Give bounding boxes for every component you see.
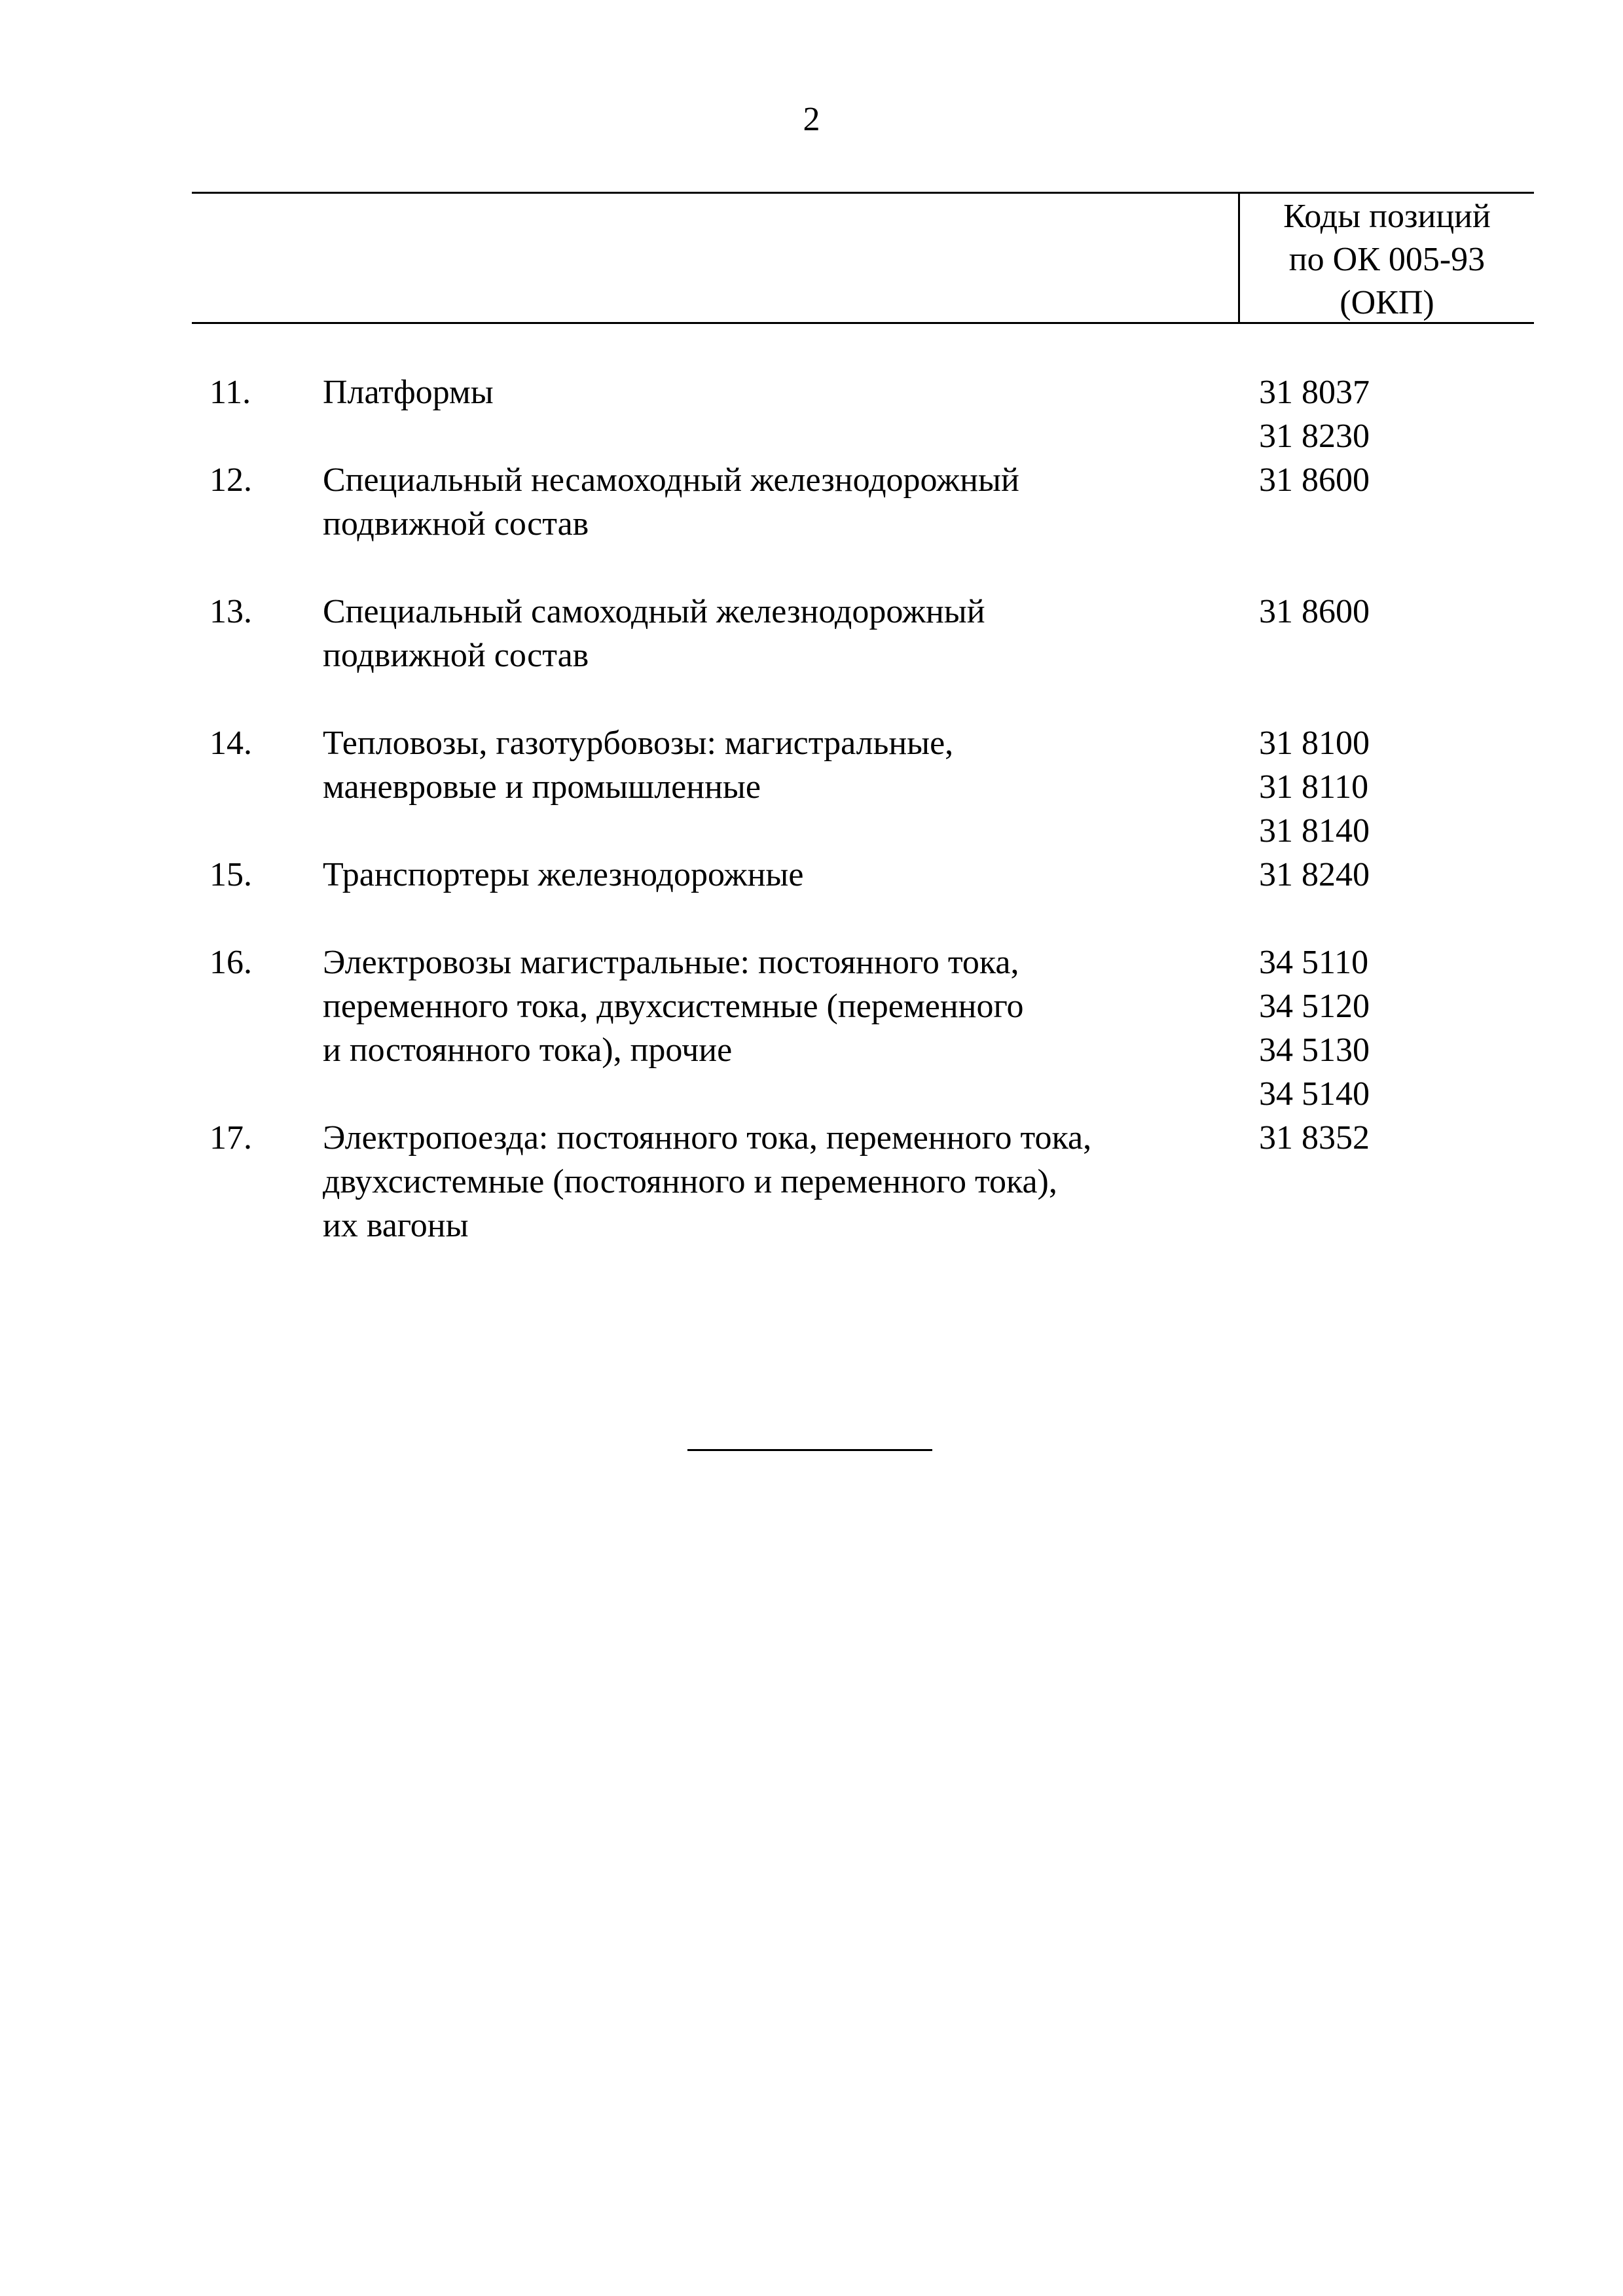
codes-header-line: Коды позиций bbox=[1283, 198, 1491, 235]
entry-title-line: Специальный самоходный железнодорожный bbox=[323, 593, 985, 630]
list-item bbox=[0, 458, 1623, 546]
entry-code: 34 5120 bbox=[1259, 988, 1370, 1025]
table-header bbox=[192, 192, 1534, 324]
entry-code: 31 8240 bbox=[1259, 856, 1370, 893]
entry-title bbox=[323, 853, 1213, 897]
entry-number: 16. bbox=[210, 944, 252, 981]
entry-title-line: Платформы bbox=[323, 374, 494, 411]
entry-code: 31 8037 bbox=[1259, 374, 1370, 411]
entries-list bbox=[0, 370, 1623, 1291]
codes-header-line: по ОК 005-93 bbox=[1288, 241, 1486, 278]
entry-title-line: переменного тока, двухсистемные (переменного bbox=[323, 988, 1024, 1025]
entry-title-line: и постоянного тока), прочие bbox=[323, 1031, 733, 1069]
entry-code: 31 8600 bbox=[1259, 593, 1370, 630]
entry-title-line: Специальный несамоходный железнодорожный bbox=[323, 461, 1019, 499]
entry-codes bbox=[1259, 853, 1370, 897]
entry-codes bbox=[1259, 590, 1370, 634]
entry-code: 34 5140 bbox=[1259, 1075, 1370, 1113]
entry-title bbox=[323, 590, 1213, 677]
entry-codes bbox=[1259, 1116, 1370, 1160]
entry-code: 31 8230 bbox=[1259, 418, 1370, 455]
entry-code: 31 8110 bbox=[1259, 768, 1369, 806]
entry-codes bbox=[1259, 941, 1370, 1116]
list-item bbox=[0, 370, 1623, 455]
list-item bbox=[0, 853, 1623, 897]
list-item bbox=[0, 721, 1623, 850]
end-rule-divider bbox=[687, 1449, 932, 1451]
entry-title bbox=[323, 1116, 1213, 1247]
entry-number: 12. bbox=[210, 461, 252, 499]
list-item bbox=[0, 590, 1623, 677]
entry-title-line: подвижной состав bbox=[323, 637, 589, 674]
list-item bbox=[0, 1116, 1623, 1247]
entry-title-line: маневровые и промышленные bbox=[323, 768, 761, 806]
entry-code: 31 8600 bbox=[1259, 461, 1370, 499]
entry-codes bbox=[1259, 721, 1370, 853]
entry-number: 17. bbox=[210, 1119, 252, 1157]
entry-title-line: подвижной состав bbox=[323, 505, 589, 543]
entry-code: 31 8100 bbox=[1259, 725, 1370, 762]
entry-title bbox=[323, 458, 1213, 546]
entry-title-line: Электропоезда: постоянного тока, переменного тока, bbox=[323, 1119, 1092, 1157]
entry-title bbox=[323, 941, 1213, 1072]
entry-number: 15. bbox=[210, 856, 252, 893]
entry-number: 14. bbox=[210, 725, 252, 762]
entry-title bbox=[323, 370, 1213, 414]
entry-code: 34 5130 bbox=[1259, 1031, 1370, 1069]
entry-codes bbox=[1259, 458, 1370, 502]
codes-header-line: (ОКП) bbox=[1340, 284, 1434, 321]
entry-number: 11. bbox=[210, 374, 251, 411]
entry-codes bbox=[1259, 370, 1370, 458]
entry-title-line: двухсистемные (постоянного и переменного тока), bbox=[323, 1163, 1057, 1200]
entry-code: 34 5110 bbox=[1259, 944, 1369, 981]
list-item bbox=[0, 941, 1623, 1113]
entry-number: 13. bbox=[210, 593, 252, 630]
entry-title-line: Электровозы магистральные: постоянного тока, bbox=[323, 944, 1019, 981]
entry-title-line: Тепловозы, газотурбовозы: магистральные, bbox=[323, 725, 954, 762]
codes-column-header bbox=[1240, 195, 1534, 325]
entry-title bbox=[323, 721, 1213, 809]
entry-title-line: Транспортеры железнодорожные bbox=[323, 856, 804, 893]
page-number: 2 bbox=[803, 101, 820, 138]
entry-code: 31 8140 bbox=[1259, 812, 1370, 850]
entry-title-line: их вагоны bbox=[323, 1207, 469, 1244]
entry-code: 31 8352 bbox=[1259, 1119, 1370, 1157]
